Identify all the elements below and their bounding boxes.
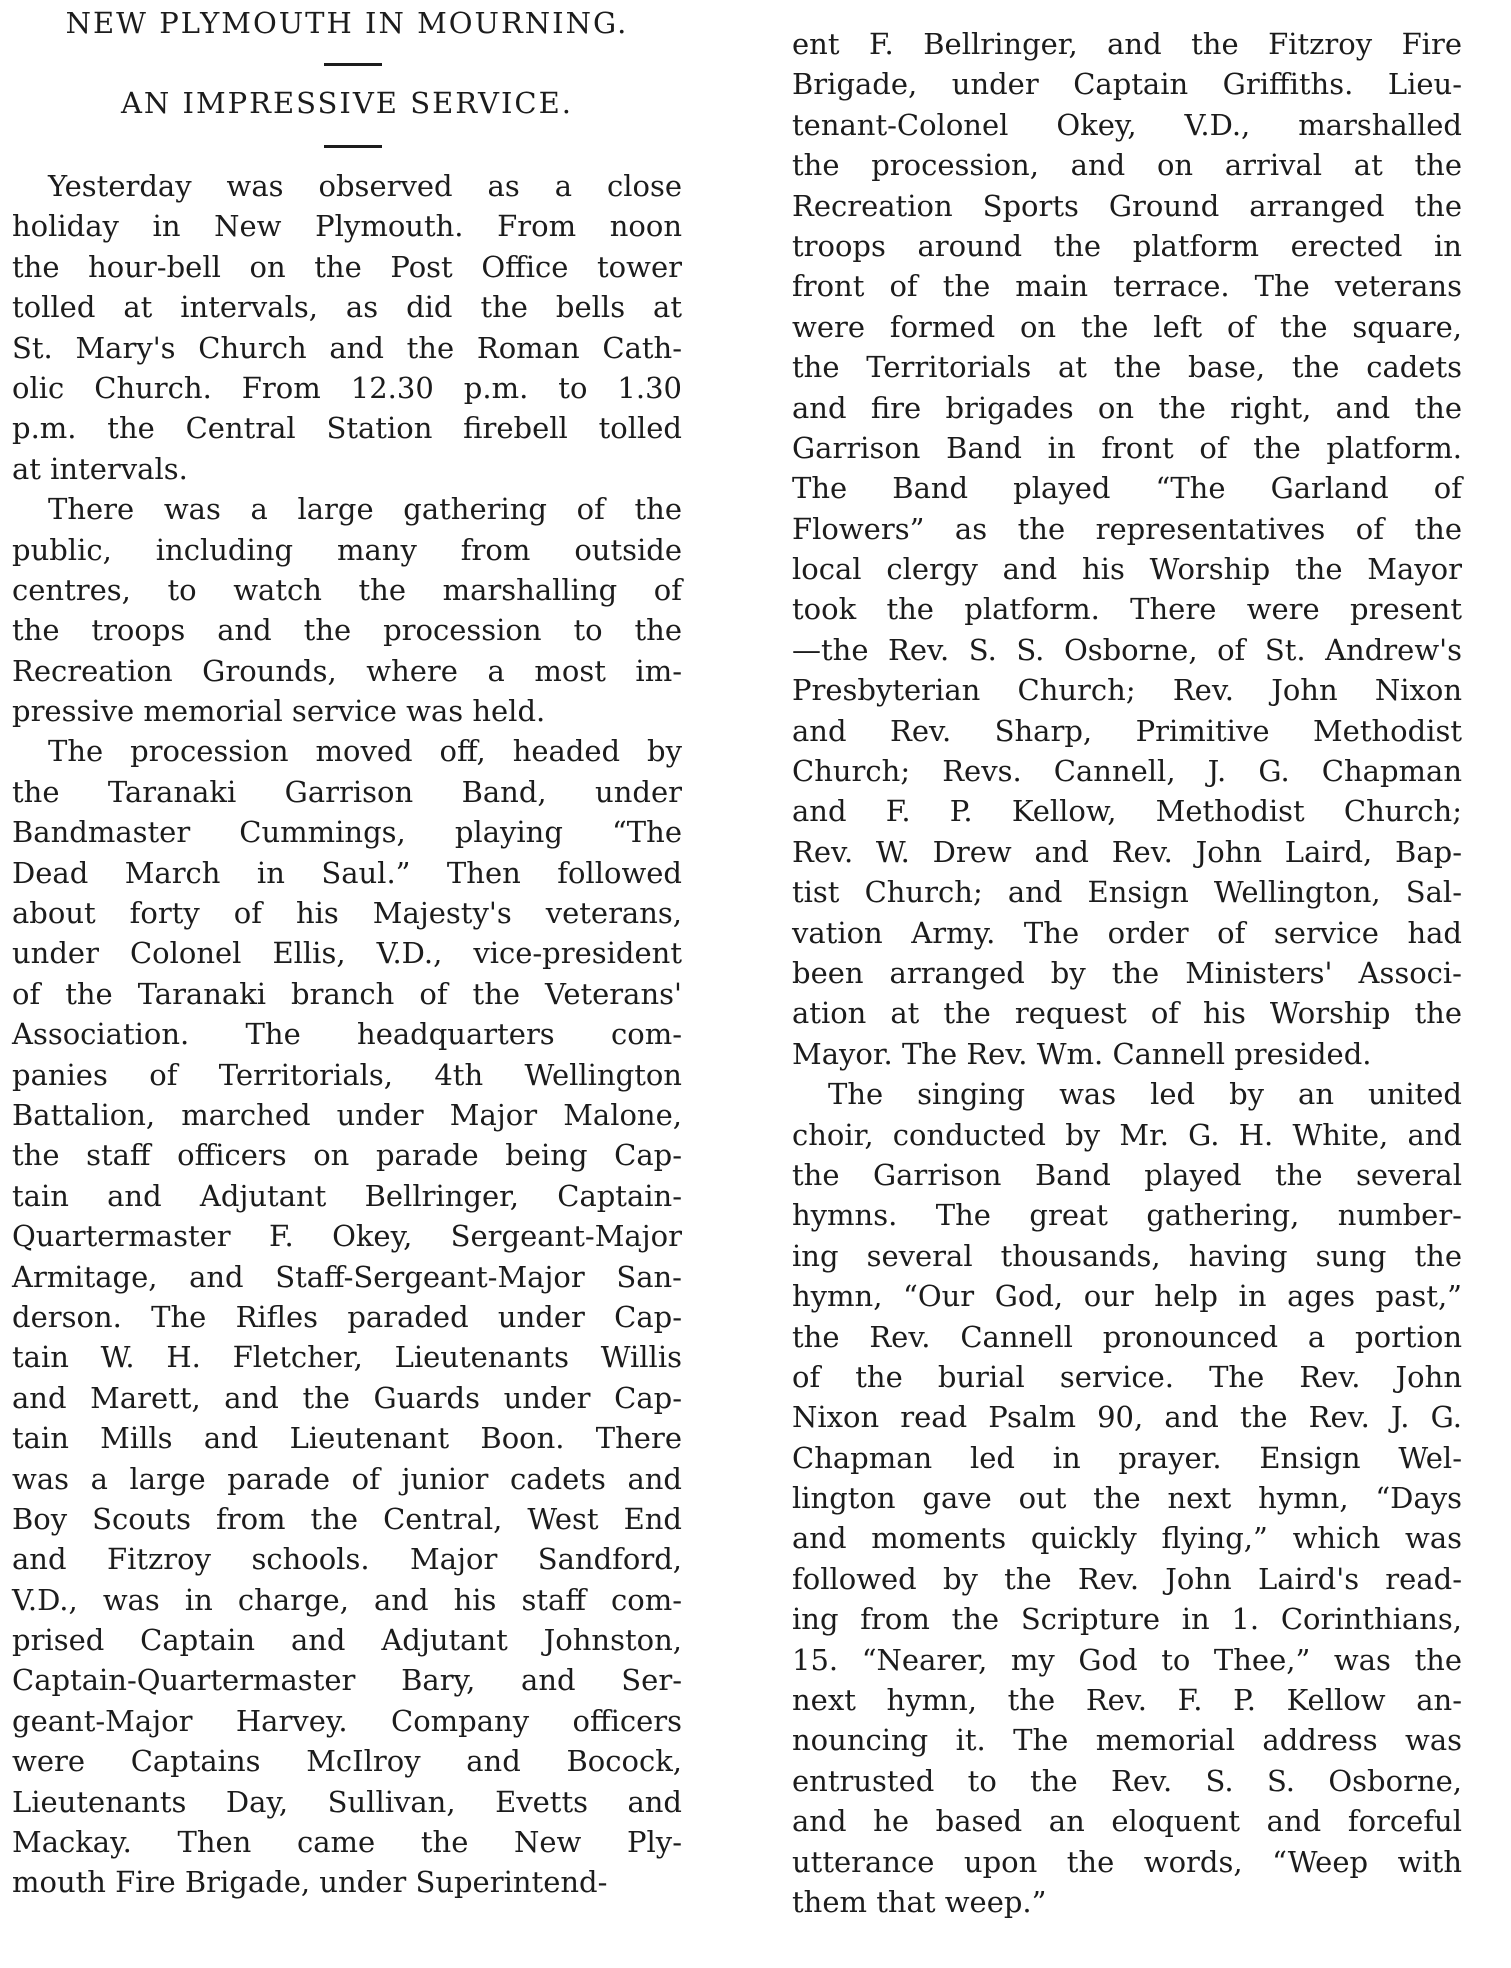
text-line: Captain-Quartermaster Bary, and Ser- <box>12 1663 682 1698</box>
text-line: and fire brigades on the right, and the <box>792 390 1462 425</box>
text-line: entrusted to the Rev. S. S. Osborne, <box>792 1763 1462 1798</box>
text-line: under Colonel Ellis, V.D., vice-president <box>12 936 682 971</box>
text-line: 15. “Nearer, my God to Thee,” was the <box>792 1642 1462 1677</box>
text-line: The procession moved off, headed by <box>48 734 682 769</box>
text-line: Yesterday was observed as a close <box>48 169 682 203</box>
text-line: Lieutenants Day, Sullivan, Evetts and <box>12 1784 682 1819</box>
text-line: Recreation Sports Ground arranged the <box>792 188 1462 223</box>
text-line: and he based an eloquent and forceful <box>792 1804 1462 1839</box>
text-line: the Rev. Cannell pronounced a portion <box>792 1319 1462 1354</box>
text-line: tolled at intervals, as did the bells at <box>12 290 682 325</box>
text-line: Garrison Band in front of the platform. <box>792 430 1462 465</box>
article-headline: NEW PLYMOUTH IN MOURNING. <box>65 6 629 40</box>
text-line: prised Captain and Adjutant Johnston, <box>12 1623 682 1658</box>
text-line: —the Rev. S. S. Osborne, of St. Andrew's <box>792 632 1462 667</box>
text-line: troops around the platform erected in <box>792 228 1462 263</box>
text-line: hymns. The great gathering, number- <box>792 1198 1462 1233</box>
text-line: was a large parade of junior cadets and <box>12 1461 682 1496</box>
text-line: were formed on the left of the square, <box>792 309 1462 344</box>
text-line: geant-Major Harvey. Company officers <box>12 1703 682 1738</box>
text-line: holiday in New Plymouth. From noon <box>12 209 682 244</box>
text-line: pressive memorial service was held. <box>12 694 546 729</box>
text-line: utterance upon the words, “Weep with <box>792 1844 1462 1879</box>
text-line: Battalion, marched under Major Malone, <box>12 1097 682 1132</box>
text-line: at intervals. <box>12 451 188 486</box>
text-line: Boy Scouts from the Central, West End <box>12 1501 682 1536</box>
text-line: Recreation Grounds, where a most im- <box>12 653 682 688</box>
text-line: derson. The Rifles paraded under Cap- <box>12 1299 682 1334</box>
text-line: hymn, “Our God, our help in ages past,” <box>792 1279 1462 1314</box>
text-line: choir, conducted by Mr. G. H. White, and <box>792 1117 1462 1152</box>
text-line: tain W. H. Fletcher, Lieutenants Willis <box>12 1340 682 1375</box>
text-line: p.m. the Central Station firebell tolled <box>12 411 682 446</box>
text-line: the Garrison Band played the several <box>792 1157 1462 1192</box>
text-line: Presbyterian Church; Rev. John Nixon <box>792 673 1462 708</box>
text-line: St. Mary's Church and the Roman Cath- <box>12 330 682 365</box>
text-line: Mackay. Then came the New Ply- <box>12 1825 682 1860</box>
text-line: been arranged by the Ministers' Associ- <box>792 955 1462 990</box>
text-line: Rev. W. Drew and Rev. John Laird, Bap- <box>792 834 1462 869</box>
text-line: and Marett, and the Guards under Cap- <box>12 1380 682 1415</box>
text-line: of the Taranaki branch of the Veterans' <box>12 976 682 1011</box>
text-line: the hour-bell on the Post Office tower <box>12 249 682 284</box>
text-line: the procession, and on arrival at the <box>792 148 1462 183</box>
text-line: panies of Territorials, 4th Wellington <box>12 1057 682 1092</box>
subheadline-rule <box>324 145 382 148</box>
text-line: next hymn, the Rev. F. P. Kellow an- <box>792 1683 1462 1718</box>
text-line: nouncing it. The memorial address was <box>792 1723 1462 1758</box>
text-line: vation Army. The order of service had <box>792 915 1462 950</box>
text-line: Flowers” as the representatives of the <box>792 511 1462 546</box>
text-line: centres, to watch the marshalling of <box>12 572 682 607</box>
text-line: lington gave out the next hymn, “Days <box>792 1481 1462 1516</box>
text-line: The singing was led by an united <box>828 1077 1462 1112</box>
text-line: the Territorials at the base, the cadets <box>792 350 1462 385</box>
text-line: and moments quickly flying,” which was <box>792 1521 1462 1556</box>
right-column-body <box>792 24 1462 1922</box>
text-line: local clergy and his Worship the Mayor <box>792 552 1462 587</box>
text-line: tenant-Colonel Okey, V.D., marshalled <box>792 107 1462 142</box>
text-line: and Rev. Sharp, Primitive Methodist <box>792 713 1462 748</box>
text-line: ing several thousands, having sung the <box>792 1238 1462 1273</box>
text-line: were Captains McIlroy and Bocock, <box>12 1744 682 1779</box>
text-line: and F. P. Kellow, Methodist Church; <box>792 794 1462 829</box>
left-column-body <box>12 166 682 1903</box>
text-line: of the burial service. The Rev. John <box>792 1359 1462 1394</box>
text-line: Association. The headquarters com- <box>12 1017 682 1052</box>
text-line: tain Mills and Lieutenant Boon. There <box>12 1421 682 1456</box>
text-line: Brigade, under Captain Griffiths. Lieu- <box>792 67 1462 102</box>
text-line: the Taranaki Garrison Band, under <box>12 774 682 809</box>
text-line: mouth Fire Brigade, under Superintend- <box>12 1865 608 1900</box>
text-line: public, including many from outside <box>12 532 682 567</box>
text-line: ent F. Bellringer, and the Fitzroy Fire <box>792 27 1462 61</box>
text-line: followed by the Rev. John Laird's read- <box>792 1561 1462 1596</box>
text-line: Dead March in Saul.” Then followed <box>12 855 682 890</box>
text-line: olic Church. From 12.30 p.m. to 1.30 <box>12 370 682 405</box>
text-line: tist Church; and Ensign Wellington, Sal- <box>792 875 1462 910</box>
text-line: Armitage, and Staff-Sergeant-Major San- <box>12 1259 682 1294</box>
text-line: the troops and the procession to the <box>12 613 682 648</box>
text-line: and Fitzroy schools. Major Sandford, <box>12 1542 682 1577</box>
text-line: The Band played “The Garland of <box>792 471 1462 506</box>
text-line: Nixon read Psalm 90, and the Rev. J. G. <box>792 1400 1462 1435</box>
text-line: ing from the Scripture in 1. Corinthians, <box>792 1602 1462 1637</box>
text-line: took the platform. There were present <box>792 592 1462 627</box>
article-subheadline: AN IMPRESSIVE SERVICE. <box>120 86 574 120</box>
text-line: ation at the request of his Worship the <box>792 996 1462 1031</box>
text-line: tain and Adjutant Bellringer, Captain- <box>12 1178 682 1213</box>
text-line: about forty of his Majesty's veterans, <box>12 896 682 931</box>
text-line: Bandmaster Cummings, playing “The <box>12 815 682 850</box>
text-line: Chapman led in prayer. Ensign Wel- <box>792 1440 1462 1475</box>
text-line: Church; Revs. Cannell, J. G. Chapman <box>792 754 1462 789</box>
text-line: the staff officers on parade being Cap- <box>12 1138 682 1173</box>
headline-rule <box>324 63 382 66</box>
text-line: Quartermaster F. Okey, Sergeant-Major <box>12 1219 682 1254</box>
text-line: front of the main terrace. The veterans <box>792 269 1462 304</box>
text-line: There was a large gathering of the <box>48 492 682 527</box>
text-line: Mayor. The Rev. Wm. Cannell presided. <box>792 1036 1372 1071</box>
text-line: V.D., was in charge, and his staff com- <box>12 1582 682 1617</box>
text-line: them that weep.” <box>792 1884 1047 1919</box>
